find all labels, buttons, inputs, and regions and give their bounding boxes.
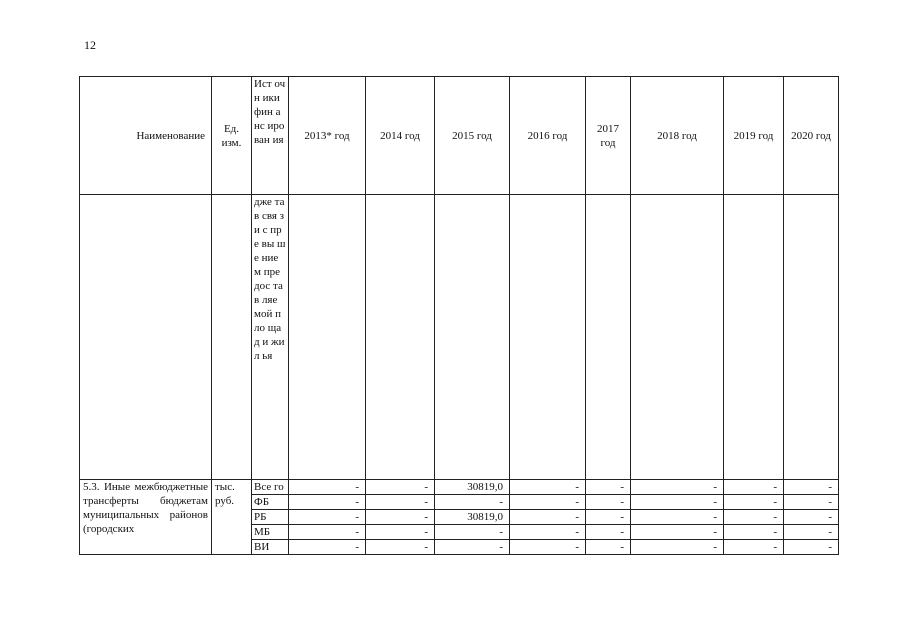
empty-cell [510, 195, 586, 480]
header-source: Ист очн ики фин анс иро ван ия [252, 77, 289, 195]
value-cell: - [631, 525, 724, 540]
header-year: 2018 год [631, 77, 724, 195]
value-cell: - [586, 510, 631, 525]
header-year: 2020 год [784, 77, 839, 195]
value-cell: - [631, 495, 724, 510]
page-number: 12 [84, 38, 96, 52]
value-cell: - [586, 495, 631, 510]
source-cell: МБ [252, 525, 289, 540]
header-year: 2014 год [366, 77, 435, 195]
value-cell: 30819,0 [435, 510, 510, 525]
header-unit: Ед. изм. [212, 77, 252, 195]
header-year: 2013* год [289, 77, 366, 195]
value-cell: - [435, 495, 510, 510]
value-cell: - [289, 540, 366, 555]
value-cell: - [586, 525, 631, 540]
table-row [80, 480, 839, 495]
empty-cell [724, 195, 784, 480]
value-cell: - [510, 510, 586, 525]
empty-cell [586, 195, 631, 480]
value-cell: - [366, 525, 435, 540]
header-year: 2019 год [724, 77, 784, 195]
value-cell: - [784, 540, 839, 555]
value-cell: - [784, 525, 839, 540]
empty-cell [366, 195, 435, 480]
source-cell: ФБ [252, 495, 289, 510]
value-cell: - [435, 540, 510, 555]
empty-cell [631, 195, 724, 480]
header-name: Наименование [80, 77, 212, 195]
value-cell: - [586, 480, 631, 495]
value-cell: - [366, 510, 435, 525]
value-cell: - [510, 495, 586, 510]
budget-table [79, 76, 839, 555]
value-cell: - [631, 510, 724, 525]
value-cell: - [784, 495, 839, 510]
empty-cell [784, 195, 839, 480]
header-year: 2016 год [510, 77, 586, 195]
value-cell: - [724, 540, 784, 555]
value-cell: - [435, 525, 510, 540]
value-cell: - [510, 525, 586, 540]
value-cell: - [724, 525, 784, 540]
header-year: 2017 год [586, 77, 631, 195]
value-cell: - [510, 540, 586, 555]
empty-cell [289, 195, 366, 480]
value-cell: - [631, 540, 724, 555]
continuation-source-text: дже та в свя зи с пре вы ше ние м пре дос тав ляе мой пло щад и жил ья [252, 195, 289, 480]
continuation-row [80, 195, 839, 480]
header-year: 2015 год [435, 77, 510, 195]
value-cell: - [366, 540, 435, 555]
value-cell: - [724, 480, 784, 495]
value-cell: - [289, 525, 366, 540]
value-cell: - [784, 510, 839, 525]
empty-cell [212, 195, 252, 480]
value-cell: - [724, 495, 784, 510]
value-cell: - [510, 480, 586, 495]
item-body [80, 480, 839, 555]
source-cell: РБ [252, 510, 289, 525]
source-cell: Все го [252, 480, 289, 495]
item-unit: тыс. руб. [212, 480, 252, 555]
header-row [80, 77, 839, 195]
value-cell: - [366, 480, 435, 495]
value-cell: - [366, 495, 435, 510]
value-cell: 30819,0 [435, 480, 510, 495]
value-cell: - [289, 480, 366, 495]
value-cell: - [586, 540, 631, 555]
value-cell: - [289, 495, 366, 510]
empty-cell [435, 195, 510, 480]
empty-cell [80, 195, 212, 480]
source-cell: ВИ [252, 540, 289, 555]
value-cell: - [784, 480, 839, 495]
item-name: 5.3. Иные межбюджетные трансферты бюджетам муниципальных районов (городских [80, 480, 212, 555]
value-cell: - [724, 510, 784, 525]
value-cell: - [289, 510, 366, 525]
value-cell: - [631, 480, 724, 495]
